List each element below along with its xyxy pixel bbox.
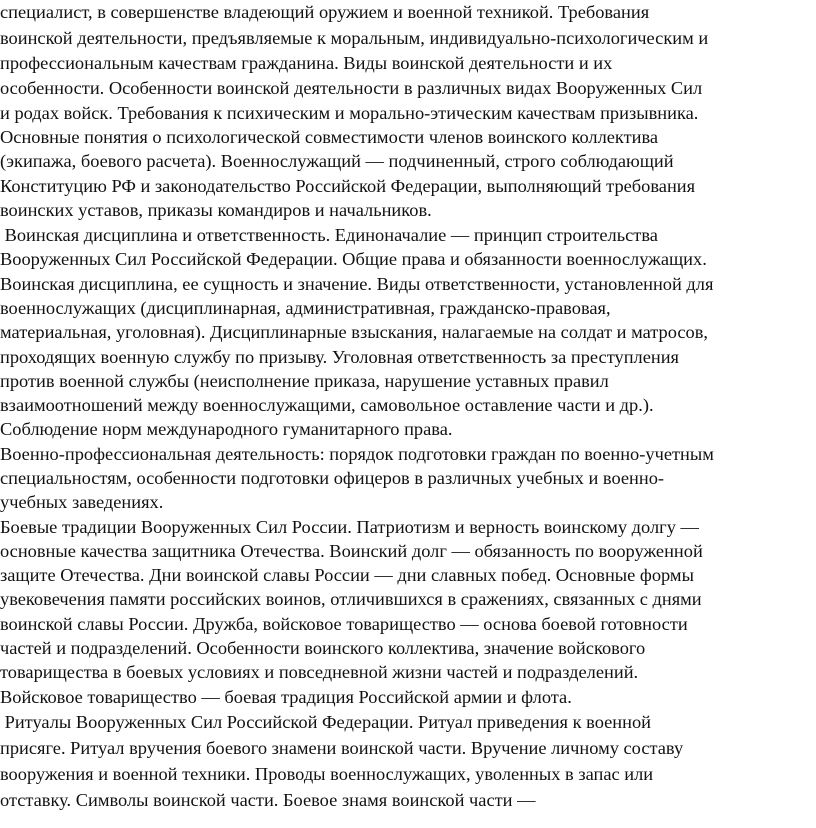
text-line: взаимоотношений между военнослужащими, самовольное оставление части и др.). [0, 395, 654, 415]
text-line: товарищества в боевых условиях и повседневной жизни частей и подразделений. [0, 662, 639, 682]
text-line: специальностям, особенности подготовки офицеров в различных учебных и военно- [0, 468, 665, 488]
text-line: и родах войск. Требования к психическим и морально-этическим качествам призывника. [0, 103, 699, 123]
text-line: специалист, в совершенстве владеющий оружием и военной техникой. Требования [0, 2, 650, 22]
text-line: воинской славы России. Дружба, войсковое товарищество — основа боевой готовности [0, 614, 688, 634]
text-line: присяге. Ритуал вручения боевого знамени воинской части. Вручение личному составу [0, 738, 684, 758]
text-line: Воинская дисциплина и ответственность. Единоначалие — принцип строительства [0, 225, 658, 245]
text-line: Ритуалы Вооруженных Сил Российской Федерации. Ритуал приведения к военной [0, 712, 651, 732]
text-line: проходящих военную службу по призыву. Уголовная ответственность за преступления [0, 347, 680, 367]
text-line: профессиональным качествам гражданина. Виды воинской деятельности и их [0, 53, 613, 73]
text-line: учебных заведениях. [0, 492, 164, 512]
text-line: увековечения памяти российских воинов, отличившихся в сражениях, связанных с днями [0, 589, 702, 609]
text-line: Конституцию РФ и законодательство Российской Федерации, выполняющий требования [0, 176, 696, 196]
text-line: (экипажа, боевого расчета). Военнослужащий — подчиненный, строго соблюдающий [0, 151, 674, 171]
text-line: защите Отечества. Дни воинской славы России — дни славных побед. Основные формы [0, 565, 694, 585]
text-line: особенности. Особенности воинской деятельности в различных видах Вооруженных Сил [0, 78, 703, 98]
text-line: Войсковое товарищество — боевая традиция Российской армии и флота. [0, 687, 572, 707]
text-line: воинских уставов, приказы командиров и начальников. [0, 200, 432, 220]
text-line: частей и подразделений. Особенности воинского коллектива, значение войскового [0, 638, 646, 658]
text-line: основные качества защитника Отечества. Воинский долг — обязанность по вооруженной [0, 541, 703, 561]
text-line: Боевые традиции Вооруженных Сил России. Патриотизм и верность воинскому долгу — [0, 517, 699, 537]
text-line: Военно-профессиональная деятельность: порядок подготовки граждан по военно-учетным [0, 444, 714, 464]
text-line: военнослужащих (дисциплинарная, административная, гражданско-правовая, [0, 298, 611, 318]
text-line: вооружения и военной техники. Проводы военнослужащих, уволенных в запас или [0, 764, 654, 784]
text-line: материальная, уголовная). Дисциплинарные взыскания, налагаемые на солдат и матросов, [0, 322, 709, 342]
text-line: Воинская дисциплина, ее сущность и значение. Виды ответственности, установленной для [0, 274, 714, 294]
text-line: воинской деятельности, предъявляемые к моральным, индивидуально-психологическим и [0, 28, 709, 48]
text-line: Основные понятия о психологической совместимости членов воинского коллектива [0, 127, 659, 147]
text-line: отставку. Символы воинской части. Боевое знамя воинской части — [0, 790, 536, 810]
text-line: против военной службы (неисполнение приказа, нарушение уставных правил [0, 371, 609, 391]
text-line: Соблюдение норм международного гуманитарного права. [0, 419, 453, 439]
text-line: Вооруженных Сил Российской Федерации. Общие права и обязанности военнослужащих. [0, 249, 707, 269]
